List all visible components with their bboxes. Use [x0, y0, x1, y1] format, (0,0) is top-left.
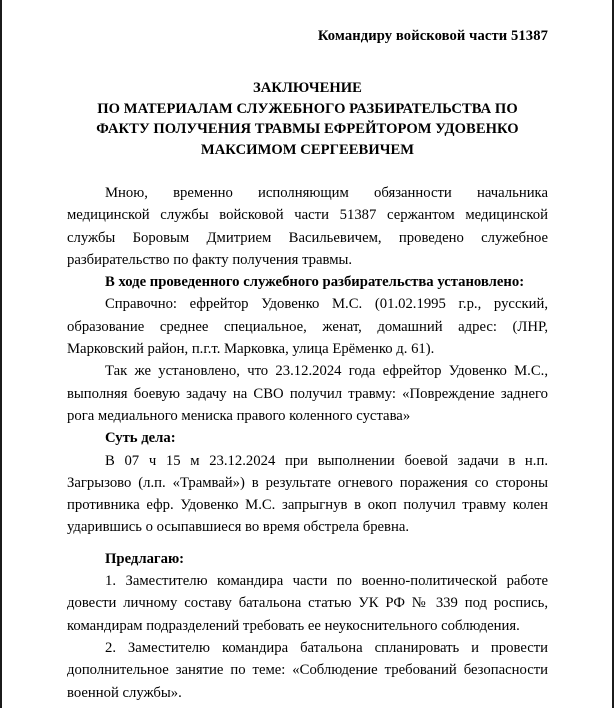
proposal-item-1: 1. Заместителю командира части по военно-политической работе довести личному составу батальона статью УК РФ № 339 под роспись, командирам подразделений требовать ее неукоснительного соблюдения.: [67, 573, 548, 634]
document-body: [67, 182, 548, 704]
case-heading: Суть дела:: [105, 430, 176, 447]
document-content: [67, 0, 548, 704]
title-line-3: ФАКТУ ПОЛУЧЕНИЯ ТРАВМЫ ЕФРЕЙТОРОМ УДОВЕНКО: [96, 121, 519, 137]
title-line-2: ПО МАТЕРИАЛАМ СЛУЖЕБНОГО РАЗБИРАТЕЛЬСТВА ПО: [97, 100, 518, 117]
addressee-line: Командиру войсковой части 51387: [317, 28, 548, 44]
page-edge-left: [0, 0, 2, 708]
case-paragraph: В 07 ч 15 м 23.12.2024 при выполнении боевой задачи в н.п. Загрызово (л.п. «Трамвай») в результате огневого поражения со стороны противника ефр. Удовенко М.С. запрыгнув в окоп получил травму колен ударившись о осыпавшиеся во время обстрела бревна.: [67, 452, 548, 536]
injury-paragraph: Так же установлено, что 23.12.2024 года ефрейтор Удовенко М.С., выполняя боевую задачу на СВО получил травму: «Повреждение заднего рога медиального мениска правого коленного сустава»: [67, 363, 548, 424]
intro-paragraph: Мною, временно исполняющим обязанности начальника медицинской службы войсковой части 51387 сержантом медицинской службы Боровым Дмитрием Васильевичем, проведено служебное разбирательство по факту получения травмы.: [67, 185, 548, 268]
document-title: [67, 78, 548, 160]
proposal-heading: Предлагаю:: [105, 550, 185, 567]
title-line-1: ЗАКЛЮЧЕНИЕ: [253, 80, 362, 96]
section-spacer: [67, 539, 548, 548]
proposal-item-2: 2. Заместителю командира батальона спланировать и провести дополнительное занятие по теме: «Соблюдение требований безопасности военной службы».: [67, 639, 548, 701]
title-line-4: МАКСИМОМ СЕРГЕЕВИЧЕМ: [200, 141, 415, 158]
reference-paragraph: Справочно: ефрейтор Удовенко М.С. (01.02.1995 г.р., русский, образование среднее специальное, женат, домашний адрес: (ЛНР, Марковский район, п.г.т. Марковка, улица Ерёменко д. 61).: [67, 296, 548, 358]
findings-heading: В ходе проведенного служебного разбирательства установлено:: [105, 274, 525, 291]
